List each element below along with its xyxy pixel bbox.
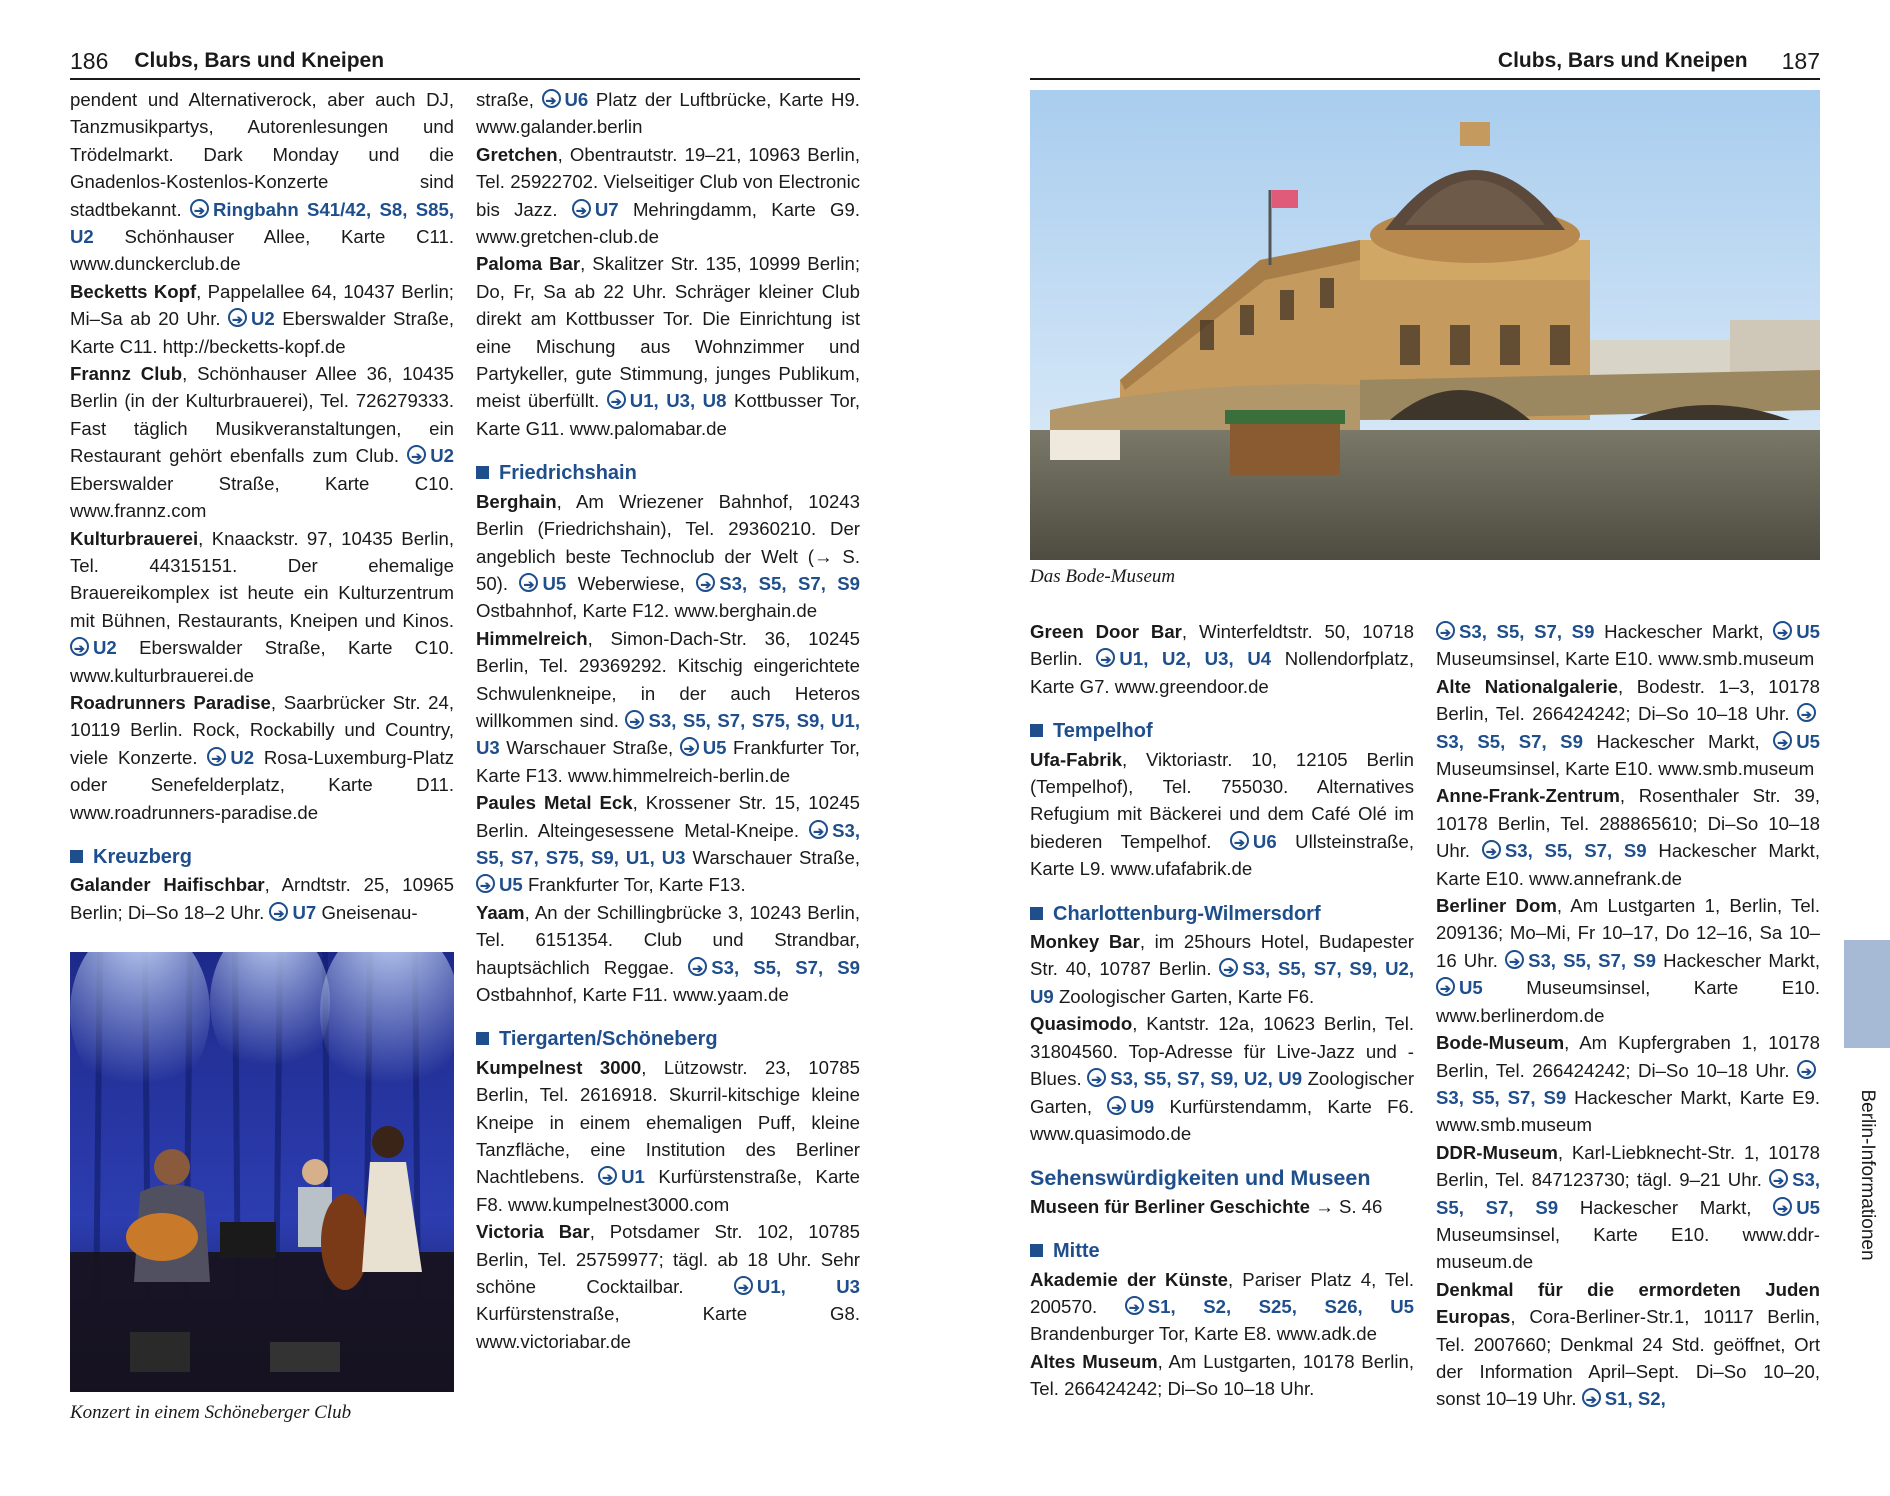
transit-info: ➔ U5 bbox=[1773, 731, 1820, 752]
section-heading-tempelhof: Tempelhof bbox=[1030, 718, 1414, 745]
right-page bbox=[945, 0, 1890, 1496]
transit-info: ➔ S3, S5, S7, S75, S9, U1, U3 bbox=[476, 820, 860, 868]
transit-info: ➔ U2 bbox=[407, 445, 454, 466]
section-heading-charlottenburg: Charlottenburg-Wilmersdorf bbox=[1030, 901, 1414, 928]
transit-info: ➔ U5 bbox=[476, 874, 523, 895]
transit-info: ➔ U1, U2, U3, U4 bbox=[1096, 648, 1271, 669]
section-heading-mitte: Mitte bbox=[1030, 1238, 1414, 1265]
chapter-side-label bbox=[1844, 1070, 1890, 1280]
entry-kulturbrauerei: Kulturbrauerei, Knaackstr. 97, 10435 Berlin, Tel. 44315151. Der ehemalige Brauereikomplex ist heute ein Kulturzentrum mit Bühnen, Restaurants, Kneipen und Kinos. ➔ U2 Eberswalder Straße, Karte C10. www.kulturbrauerei.de bbox=[70, 525, 454, 689]
chapter-thumb-tab bbox=[1844, 940, 1890, 1048]
transit-info: ➔ U2 bbox=[228, 308, 275, 329]
entry-berliner-dom: Berliner Dom, Am Lustgarten 1, Berlin, Tel. 209136; Mo–Mi, Fr 10–17, Do 12–16, Sa 10–16 Uhr. ➔ S3, S5, S7, S9 Hackescher Markt, ➔ U5 Museumsinsel, Karte E10. www.berlinerdom.de bbox=[1436, 892, 1820, 1029]
section-heading-friedrichshain: Friedrichshain bbox=[476, 460, 860, 487]
entry-duncker: pendent und Alternativerock, aber auch DJ, Tanzmusikpartys, Autorenlesungen und Trödelmarkt. Dark Monday und die Gnadenlos-Kostenlos-Konzerte sind stadtbekannt. ➔ Ringbahn S41/42, S8, S85, U2 Schönhauser Allee, Karte C11. www.dunckerclub.de bbox=[70, 86, 454, 278]
transit-info: ➔ U1, U3, U8 bbox=[607, 390, 727, 411]
transit-info: ➔ S3, S5, S7, S9 bbox=[1436, 621, 1594, 642]
transit-info: ➔ S1, S2, S25, S26, U5 bbox=[1125, 1296, 1414, 1317]
transit-info: ➔ U6 bbox=[542, 89, 589, 110]
transit-info: ➔ U9 bbox=[1107, 1096, 1154, 1117]
text-column-1 bbox=[70, 86, 454, 926]
entry-paloma-bar: Paloma Bar, Skalitzer Str. 135, 10999 Berlin; Do, Fr, Sa ab 22 Uhr. Schräger kleiner Club direkt am Kottbusser Tor. Die Einrichtung ist eine Mischung aus Wohnzimmer und Partykeller, gute Stimmung, junges Publikum, meist überfüllt. ➔ U1, U3, U8 Kottbusser Tor, Karte G11. www.palomabar.de bbox=[476, 250, 860, 442]
entry-monkey-bar: Monkey Bar, im 25hours Hotel, Budapester Str. 40, 10787 Berlin. ➔ S3, S5, S7, S9, U2, U9 Zoologischer Garten, Karte F6. bbox=[1030, 928, 1414, 1010]
entry-roadrunners: Roadrunners Paradise, Saarbrücker Str. 24, 10119 Berlin. Rock, Rockabilly und Country, viele Konzerte. ➔ U2 Rosa-Luxemburg-Platz oder Senefelderplatz, Karte D11. www.roadrunners-paradise.de bbox=[70, 689, 454, 826]
section-heading-tiergarten: Tiergarten/Schöneberg bbox=[476, 1026, 860, 1053]
entry-altes-museum-cont: ➔ S3, S5, S7, S9 Hackescher Markt, ➔ U5 Museumsinsel, Karte E10. www.smb.museum bbox=[1436, 618, 1820, 673]
section-heading-kreuzberg: Kreuzberg bbox=[70, 844, 454, 871]
bode-museum-photo bbox=[1030, 90, 1820, 560]
running-head-right bbox=[1030, 44, 1820, 80]
transit-info: ➔ S3, S5, S7, S9 bbox=[688, 957, 860, 978]
entry-becketts-kopf: Becketts Kopf, Pappelallee 64, 10437 Berlin; Mi–Sa ab 20 Uhr. ➔ U2 Eberswalder Straße, Karte C11. http://becketts-kopf.de bbox=[70, 278, 454, 360]
entry-quasimodo: Quasimodo, Kantstr. 12a, 10623 Berlin, Tel. 31804560. Top-Adresse für Live-Jazz und -Blues. ➔ S3, S5, S7, S9, U2, U9 Zoologischer Garten, ➔ U9 Kurfürstendamm, Karte F6. www.quasimodo.de bbox=[1030, 1010, 1414, 1147]
entry-green-door-bar: Green Door Bar, Winterfeldtstr. 50, 10718 Berlin. ➔ U1, U2, U3, U4 Nollendorfplatz, Karte G7. www.greendoor.de bbox=[1030, 618, 1414, 700]
entry-ddr-museum: DDR-Museum, Karl-Liebknecht-Str. 1, 10178 Berlin, Tel. 847123730; tägl. 9–21 Uhr. ➔ S3, S5, S7, S9 Hackescher Markt, ➔ U5 Museumsinsel, Karte E10. www.ddr-museum.de bbox=[1436, 1139, 1820, 1276]
running-head-left bbox=[70, 44, 860, 80]
transit-info: ➔ U2 bbox=[70, 637, 117, 658]
side-label-text: Berlin-Informationen bbox=[1857, 1089, 1878, 1261]
transit-info: ➔ U1 bbox=[598, 1166, 645, 1187]
entry-anne-frank-zentrum: Anne-Frank-Zentrum, Rosenthaler Str. 39, 10178 Berlin, Tel. 288865610; Di–So 10–18 Uhr. ➔ S3, S5, S7, S9 Hackescher Markt, Karte E10. www.annefrank.de bbox=[1436, 782, 1820, 892]
photo-caption-concert: Konzert in einem Schöneberger Club bbox=[70, 1402, 352, 1423]
transit-info: ➔ U7 bbox=[572, 199, 619, 220]
concert-photo-graphic bbox=[70, 952, 454, 1392]
cross-reference-museen: Museen für Berliner Geschichte → S. 46 bbox=[1030, 1195, 1383, 1217]
entry-denkmal-juden-europas: Denkmal für die ermordeten Juden Europas, Cora-Berliner-Str.1, 10117 Berlin, Tel. 2007660; Denkmal 24 Std. geöffnet, Ort der Information April–Sept. Di–So 10–20, sonst 10–19 Uhr. ➔ S1, S2, bbox=[1436, 1276, 1820, 1413]
text-column-2 bbox=[476, 86, 860, 1355]
entry-paules-metal-eck: Paules Metal Eck, Krossener Str. 15, 10245 Berlin. Alteingesessene Metal-Kneipe. ➔ S3, S5, S7, S75, S9, U1, U3 Warschauer Straße, ➔ U5 Frankfurter Tor, Karte F13. bbox=[476, 789, 860, 899]
entry-galander-cont: straße, ➔ U6 Platz der Luftbrücke, Karte H9. www.galander.berlin bbox=[476, 86, 860, 141]
transit-info: ➔ U5 bbox=[1773, 1197, 1820, 1218]
concert-photo bbox=[70, 952, 454, 1392]
entry-berghain: Berghain, Am Wriezener Bahnhof, 10243 Berlin (Friedrichshain), Tel. 29360210. Der angeblich beste Technoclub der Welt (→ S. 50). ➔ U5 Weberwiese, ➔ S3, S5, S7, S9 Ostbahnhof, Karte F12. www.berghain.de bbox=[476, 488, 860, 625]
transit-info: ➔ U5 bbox=[519, 573, 566, 594]
bode-museum-graphic bbox=[1030, 90, 1820, 560]
entry-gretchen: Gretchen, Obentrautstr. 19–21, 10963 Berlin, Tel. 25922702. Vielseitiger Club von Electronic bis Jazz. ➔ U7 Mehringdamm, Karte G9. www.gretchen-club.de bbox=[476, 141, 860, 251]
page-number: 186 bbox=[70, 47, 109, 74]
transit-info: ➔ S3, S5, S7, S9, U2, U9 bbox=[1087, 1068, 1302, 1089]
transit-info: ➔ S3, S5, S7, S9 bbox=[1505, 950, 1656, 971]
transit-info: ➔ U5 bbox=[1436, 977, 1483, 998]
entry-frannz-club: Frannz Club, Schönhauser Allee 36, 10435 Berlin (in der Kulturbrauerei), Tel. 726279333. Fast täglich Musikveranstaltungen, ein Restaurant gehört ebenfalls zum Club. ➔ U2 Eberswalder Straße, Karte C10. www.frannz.com bbox=[70, 360, 454, 524]
transit-info: ➔ S3, S5, S7, S9 bbox=[1436, 703, 1820, 751]
entry-bode-museum: Bode-Museum, Am Kupfergraben 1, 10178 Berlin, Tel. 266424242; Di–So 10–18 Uhr. ➔ S3, S5, S7, S9 Hackescher Markt, Karte E9. www.smb.museum bbox=[1436, 1029, 1820, 1139]
entry-altes-museum: Altes Museum, Am Lustgarten, 10178 Berlin, Tel. 266424242; Di–So 10–18 Uhr. bbox=[1030, 1350, 1414, 1400]
transit-info: ➔ U2 bbox=[207, 747, 254, 768]
transit-info: ➔ S1, S2, bbox=[1582, 1388, 1666, 1409]
running-head-title: Clubs, Bars und Kneipen bbox=[134, 49, 385, 72]
photo-caption-bode: Das Bode-Museum bbox=[1030, 566, 1176, 587]
entry-galander: Galander Haifischbar, Arndtstr. 25, 10965 Berlin; Di–So 18–2 Uhr. ➔ U7 Gneisenau- bbox=[70, 871, 454, 926]
transit-info: ➔ U5 bbox=[680, 737, 727, 758]
transit-info: ➔ S3, S5, S7, S75, S9, U1, U3 bbox=[476, 710, 860, 758]
entry-akademie-der-kuenste: Akademie der Künste, Pariser Platz 4, Tel. 200570. ➔ S1, S2, S25, S26, U5 Brandenburger Tor, Karte E8. www.adk.de bbox=[1030, 1266, 1414, 1348]
entry-victoria-bar: Victoria Bar, Potsdamer Str. 102, 10785 Berlin, Tel. 25759977; tägl. ab 18 Uhr. Sehr schöne Cocktailbar. ➔ U1, U3 Kurfürstenstraße, Karte G8. www.victoriabar.de bbox=[476, 1218, 860, 1355]
entry-himmelreich: Himmelreich, Simon-Dach-Str. 36, 10245 Berlin, Tel. 29369292. Kitschig eingerichtete Schwulenkneipe, in der auch Heteros willkommen sind. ➔ S3, S5, S7, S75, S9, U1, U3 Warschauer Straße, ➔ U5 Frankfurter Tor, Karte F13. www.himmelreich-berlin.de bbox=[476, 625, 860, 789]
entry-kumpelnest: Kumpelnest 3000, Lützowstr. 23, 10785 Berlin, Tel. 2616918. Skurril-kitschige kleine Kneipe in einem ehemaligen Puff, kleine Tanzfläche, eine Institution des Berliner Nachtlebens. ➔ U1 Kurfürstenstraße, Karte F8. www.kumpelnest3000.com bbox=[476, 1054, 860, 1218]
text-column-4 bbox=[1436, 618, 1820, 1413]
transit-info: ➔ S3, S5, S7, S9 bbox=[1482, 840, 1647, 861]
transit-info: ➔ S3, S5, S7, S9 bbox=[1436, 1169, 1820, 1217]
entry-ufa-fabrik: Ufa-Fabrik, Viktoriastr. 10, 12105 Berlin (Tempelhof), Tel. 755030. Alternatives Refugium mit Bäckerei und dem Café Olé im biederen Tempelhof. ➔ U6 Ullsteinstraße, Karte L9. www.ufafabrik.de bbox=[1030, 746, 1414, 883]
transit-info: ➔ S3, S5, S7, S9, U2, U9 bbox=[1030, 958, 1414, 1006]
entry-alte-nationalgalerie: Alte Nationalgalerie, Bodestr. 1–3, 10178 Berlin, Tel. 266424242; Di–So 10–18 Uhr. ➔ S3, S5, S7, S9 Hackescher Markt, ➔ U5 Museumsinsel, Karte E10. www.smb.museum bbox=[1436, 673, 1820, 783]
transit-info: ➔ U5 bbox=[1773, 621, 1820, 642]
transit-info: ➔ U7 bbox=[269, 902, 316, 923]
transit-info: ➔ U1, U3 bbox=[734, 1276, 860, 1297]
transit-info: ➔ S3, S5, S7, S9 bbox=[1436, 1060, 1820, 1108]
transit-info: ➔ Ringbahn S41/42, S8, S85, U2 bbox=[70, 199, 454, 247]
running-head-title: Clubs, Bars und Kneipen bbox=[1497, 49, 1748, 72]
transit-info: ➔ S3, S5, S7, S9 bbox=[696, 573, 860, 594]
chapter-heading-sehenswuerdigkeiten: Sehenswürdigkeiten und Museen bbox=[1030, 1166, 1371, 1191]
transit-info: ➔ U6 bbox=[1230, 831, 1277, 852]
entry-yaam: Yaam, An der Schillingbrücke 3, 10243 Berlin, Tel. 6151354. Club und Strandbar, hauptsächlich Reggae. ➔ S3, S5, S7, S9 Ostbahnhof, Karte F11. www.yaam.de bbox=[476, 899, 860, 1009]
page-number: 187 bbox=[1781, 47, 1820, 74]
text-column-3 bbox=[1030, 618, 1414, 1403]
